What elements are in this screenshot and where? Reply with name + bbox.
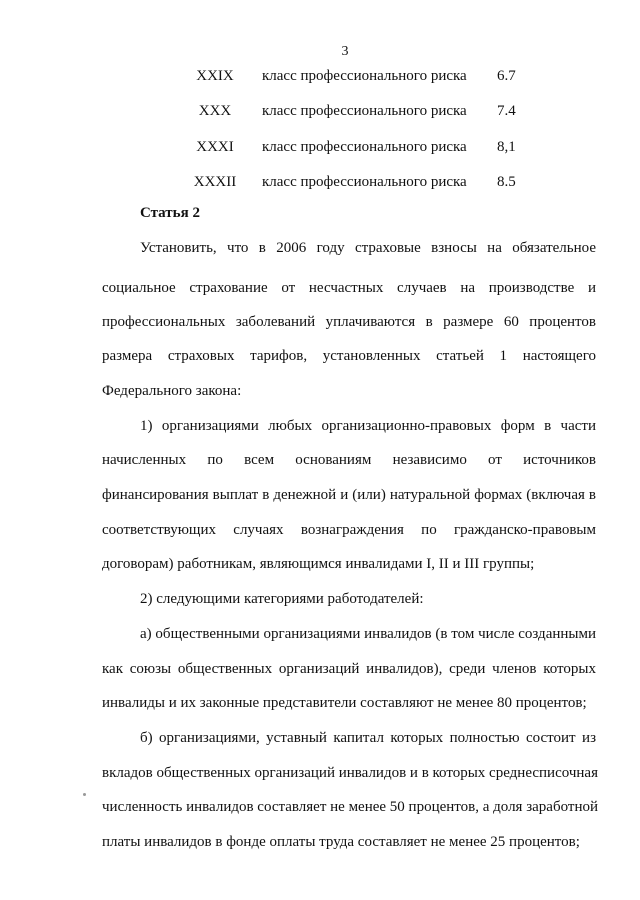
text-line: финансирования выплат в денежной и (или) натуральной формах (включая в	[102, 487, 596, 503]
text-line: численность инвалидов составляет не менее 50 процентов, а доля заработной	[102, 799, 598, 815]
text-line: социальное страхование от несчастных случаев на производстве и	[102, 280, 596, 296]
text-line: договорам) работникам, являющимся инвалидами I, II и III группы;	[102, 556, 535, 572]
text-line: а) общественными организациями инвалидов (в том числе созданными	[140, 626, 596, 642]
text-line: Федерального закона:	[102, 383, 242, 399]
text-line: вкладов общественных организаций инвалидов и в которых среднесписочная	[102, 765, 598, 781]
text-line: как союзы общественных организаций инвалидов), среди членов которых	[102, 661, 596, 677]
text-line: 2) следующими категориями работодателей:	[140, 591, 424, 607]
table-row	[0, 139, 640, 161]
risk-class-label: класс профессионального риска	[262, 68, 467, 84]
risk-class-numeral: XXX	[198, 103, 232, 119]
table-row	[0, 103, 640, 125]
risk-class-label: класс профессионального риска	[262, 174, 467, 190]
text-line: начисленных по всем основаниям независимо от источников	[102, 452, 596, 468]
table-row	[0, 174, 640, 196]
scan-speck	[83, 793, 86, 796]
text-line: платы инвалидов в фонде оплаты труда составляет не менее 25 процентов;	[102, 834, 580, 850]
risk-class-numeral: XXXII	[193, 174, 237, 190]
text-line: профессиональных заболеваний уплачиваются в размере 60 процентов	[102, 314, 596, 330]
risk-class-rate: 8,1	[497, 139, 516, 155]
risk-class-rate: 6.7	[497, 68, 516, 84]
text-line: 1) организациями любых организационно-правовых форм в части	[140, 418, 596, 434]
risk-class-numeral: XXXI	[196, 139, 234, 155]
text-line: инвалиды и их законные представители составляют не менее 80 процентов;	[102, 695, 587, 711]
text-line: соответствующих случаях вознаграждения по гражданско-правовым	[102, 522, 596, 538]
risk-class-rate: 7.4	[497, 103, 516, 119]
text-line: размера страховых тарифов, установленных статьей 1 настоящего	[102, 348, 596, 364]
risk-class-label: класс профессионального риска	[262, 103, 467, 119]
risk-class-rate: 8.5	[497, 174, 516, 190]
article-title: Статья 2	[140, 205, 200, 221]
text-line: Установить, что в 2006 году страховые взносы на обязательное	[140, 240, 596, 256]
page-number: 3	[341, 44, 349, 59]
risk-class-numeral: XXIX	[196, 68, 234, 84]
table-row	[0, 68, 640, 90]
text-line: б) организациями, уставный капитал которых полностью состоит из	[140, 730, 596, 746]
risk-class-label: класс профессионального риска	[262, 139, 467, 155]
